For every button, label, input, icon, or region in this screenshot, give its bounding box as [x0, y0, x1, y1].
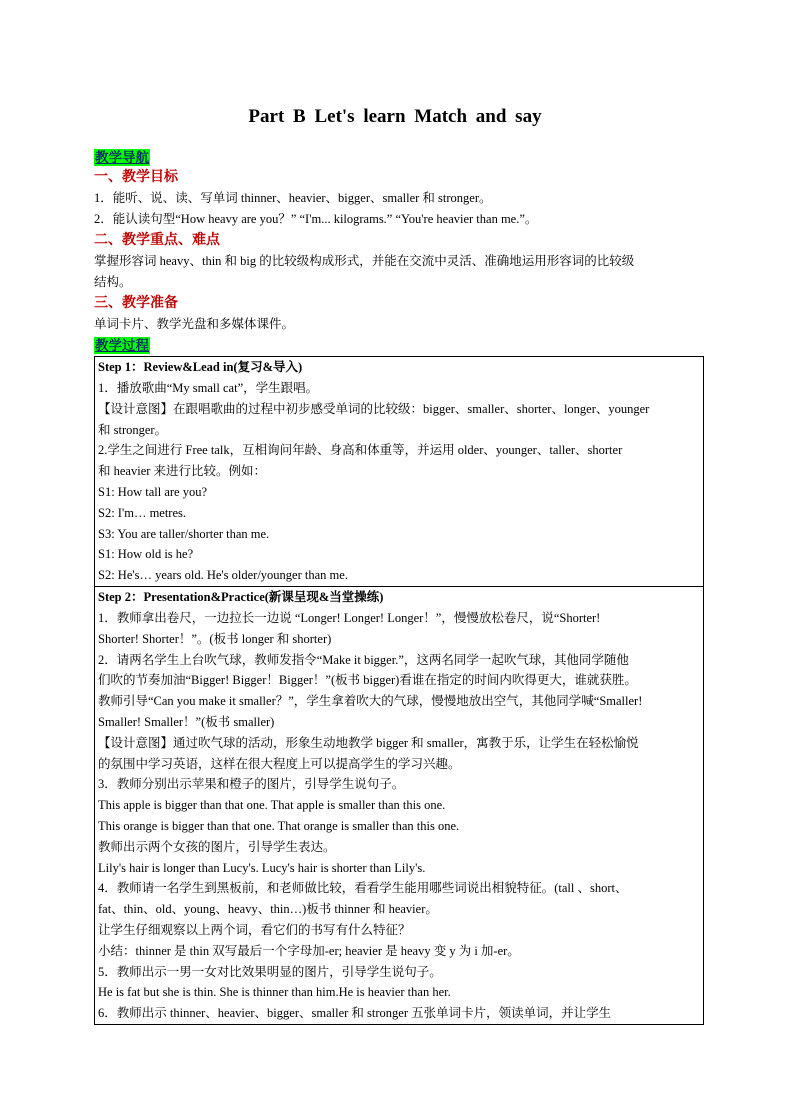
step2-line: 1．教师拿出卷尺，一边拉长一边说 “Longer! Longer! Longer！”，慢慢放松卷尺，说“Shorter! [98, 610, 601, 625]
goal-item: 1．能听、说、读、写单词 thinner、heavier、bigger、smaller 和 stronger。 [94, 191, 492, 205]
step1-line: 【设计意图】在跟唱歌曲的过程中初步感受单词的比较级：bigger、smaller、shorter、longer、younger [98, 401, 650, 416]
process-table [94, 356, 704, 1025]
step1-line: S1: How old is he? [98, 547, 194, 562]
step2-line: Lily's hair is longer than Lucy's. Lucy's hair is shorter than Lily's. [98, 860, 426, 875]
page-title: Part B Let's learn Match and say [248, 106, 542, 127]
step1-line: 1．播放歌曲“My small cat”，学生跟唱。 [98, 381, 319, 395]
preparation-heading: 三、教学准备 [94, 296, 178, 311]
step1-line: 和 stronger。 [98, 422, 168, 437]
key-points-line: 掌握形容词 heavy、thin 和 big 的比较级构成形式，并能在交流中灵活、准确地运用形容词的比较级 [94, 254, 635, 268]
nav-section [94, 149, 704, 167]
step2-line: This apple is bigger than that one. That apple is smaller than this one. [98, 798, 446, 813]
key-points-line: 结构。 [94, 275, 132, 289]
step2-line: 让学生仔细观察以上两个词，看它们的书写有什么特征？ [98, 922, 411, 937]
step1-line: S2: I'm… metres. [98, 505, 187, 520]
step2-line: 2．请两名学生上台吹气球，教师发指令“Make it bigger.”，这两名同学一起吹气球，其他同学随他 [98, 652, 629, 667]
step2-line: 6．教师出示 thinner、heavier、bigger、smaller 和 stronger 五张单词卡片，领读单词，并让学生 [98, 1006, 612, 1021]
step2-line: He is fat but she is thin. She is thinner than him.He is heavier than her. [98, 985, 451, 1000]
step2-line: This orange is bigger than that one. That orange is smaller than this one. [98, 818, 460, 833]
step1-line: S2: He's… years old. He's older/younger than me. [98, 568, 348, 583]
step1-cell [95, 357, 703, 586]
nav-label: 教学导航 [95, 150, 149, 165]
step1-line: S3: You are taller/shorter than me. [98, 526, 270, 541]
step1-line: S1: How tall are you? [98, 484, 208, 499]
step2-line: 【设计意图】通过吹气球的活动，形象生动地教学 bigger 和 smaller，寓教于乐，让学生在轻松愉悦 [98, 735, 639, 750]
step2-line: Shorter! Shorter！”。(板书 longer 和 shorter) [98, 631, 332, 646]
step2-line: 5．教师出示一男一女对比效果明显的图片，引导学生说句子。 [98, 964, 442, 979]
step2-cell [95, 586, 703, 1024]
process-label: 教学过程 [95, 338, 149, 353]
step2-line: fat、thin、old、young、heavy、thin…)板书 thinner 和 heavier。 [98, 902, 438, 917]
step2-line: 3．教师分别出示苹果和橙子的图片，引导学生说句子。 [98, 777, 405, 792]
step2-line: 小结：thinner 是 thin 双写最后一个字母加-er; heavier 是 heavy 变 y 为 i 加-er。 [98, 943, 520, 958]
step2-line: 教师出示两个女孩的图片，引导学生表达。 [98, 839, 336, 854]
step2-line: 4．教师请一名学生到黑板前，和老师做比较，看看学生能用哪些词说出相貌特征。(tall 、short、 [98, 881, 628, 896]
preparation-text: 单词卡片、教学光盘和多媒体课件。 [94, 317, 295, 331]
step2-line: Smaller! Smaller！”(板书 smaller) [98, 714, 275, 729]
step2-heading: Step 2：Presentation&Practice(新课呈现&当堂操练) [98, 589, 384, 604]
goal-item: 2．能认读句型“How heavy are you？” “I'm... kilograms.” “You're heavier than me.”。 [94, 212, 538, 226]
step1-line: 2.学生之间进行 Free talk，互相询问年龄、身高和体重等，并运用 older、younger、taller、shorter [98, 443, 623, 458]
step2-line: 教师引导“Can you make it smaller？”，学生拿着吹大的气球，慢慢地放出空气，其他同学喊“Smaller! [98, 694, 643, 709]
process-section [94, 337, 704, 355]
step2-line: 们吹的节奏加油“Bigger! Bigger！Bigger！”(板书 bigger)看谁在指定的时间内吹得更大，谁就获胜。 [98, 673, 637, 688]
goals-heading: 一、教学目标 [94, 170, 178, 185]
step1-line: 和 heavier 来进行比较。例如： [98, 464, 267, 479]
step2-line: 的氛围中学习英语，这样在很大程度上可以提高学生的学习兴趣。 [98, 756, 461, 771]
lesson-plan [94, 149, 704, 1025]
key-points-heading: 二、教学重点、难点 [94, 233, 220, 248]
step1-heading: Step 1：Review&Lead in(复习&导入) [98, 360, 303, 374]
